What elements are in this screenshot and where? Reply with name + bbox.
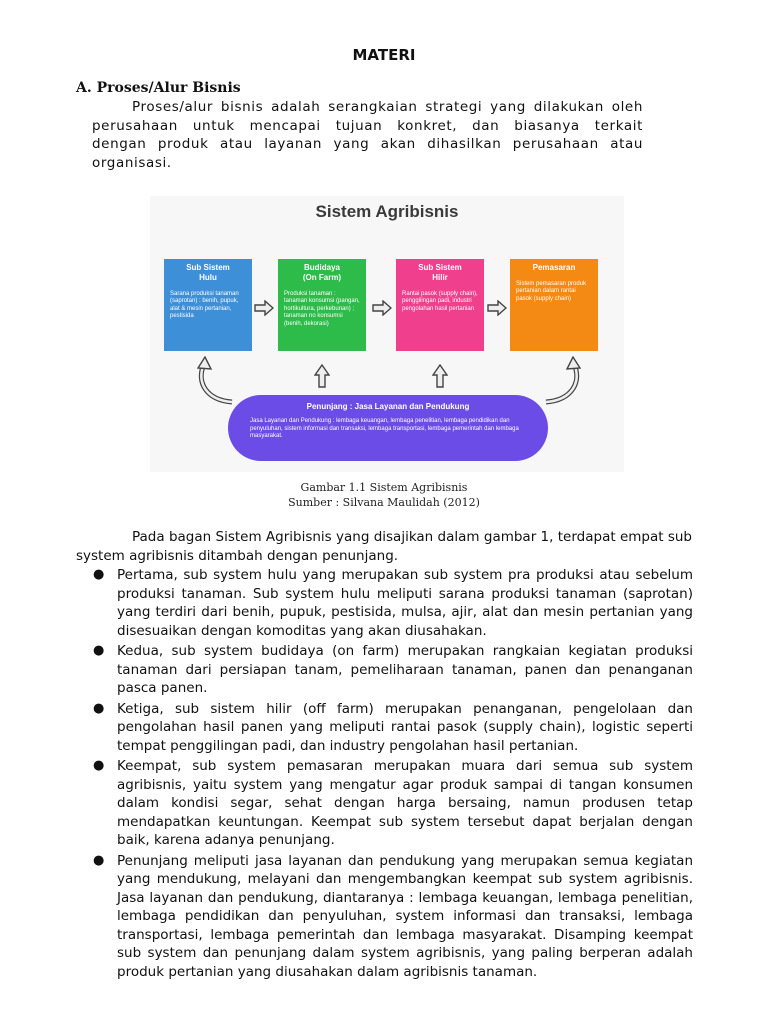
section-heading: A. Proses/Alur Bisnis [76,80,241,96]
box-title: Sub Sistem Hilir [418,263,462,282]
box-pemasaran [510,259,598,351]
box-title: Budidaya (On Farm) [302,263,342,282]
right-arrow-icon [487,300,507,316]
figure-title: Sistem Agribisnis [315,202,459,221]
bullet-list [93,566,693,983]
box-body: Sistem pemasaran produk pertanian dalam rantai pasok (supply chain) [516,281,587,302]
box-sub-sistem-hulu [164,259,252,351]
box-body: Produksi tanaman : tanaman konsumsi (pangan, hortikultura, perkebunan) ; tanaman no konsumsi (benih, dekorasi) [284,291,360,327]
list-item [93,642,693,698]
box-title: Sub Sistem Hulu [186,263,230,282]
document-title: MATERI [352,46,416,64]
box-body: Sarana produksi tanaman (saprotan) : benih, pupuk, alat & mesin pertanian, pestisida [170,291,239,320]
list-item-text: Keempat, sub system pemasaran merupakan muara dari semua sub system agribisnis, yaitu system yang mengatur agar produk sampai di tangan konsumen dalam kondisi segar, sehat dengan harga bersaing, namun produsen tetap mendapatkan keuntungan. Keempat sub system tersebut dapat berjalan dengan baik, karena adanya penunjang. [117,758,693,848]
list-item-text: Kedua, sub system budidaya (on farm) merupakan rangkaian kegiatan produksi tanaman dari persiapan tanam, pemeliharaan tanaman, panen dan penanganan pasca panen. [117,643,693,696]
up-arrow-icon [432,364,448,388]
agribusiness-figure [150,196,624,472]
list-item [93,852,693,982]
support-title: Penunjang : Jasa Layanan dan Pendukung [306,402,470,411]
list-item [93,566,693,640]
caption-line-1: Gambar 1.1 Sistem Agribisnis [300,481,468,494]
box-title: Pemasaran [532,263,576,272]
box-sub-sistem-hilir [396,259,484,351]
bullet-icon: ● [93,852,105,868]
list-item-text: Penunjang meliputi jasa layanan dan pendukung yang merupakan semua kegiatan yang mendukung, melayani dan mengembangkan keempat sub system agribisnis. Jasa layanan dan pendukung, diantaranya : lembaga keuangan, lembaga penelitian, lembaga pendidikan dan penyuluhan, system informasi dan transaksi, lembaga transportasi, lembaga pemerintah dan lembaga masyarakat. Disamping keempat sub system dan penunjang dalam system agribisnis, yang paling berperan adalah produk pertanian yang diusahakan dalam agribisnis tanaman. [117,852,693,980]
box-budidaya [278,259,366,351]
paragraph-2-text: Pada bagan Sistem Agribisnis yang disajikan dalam gambar 1, terdapat empat sub system agribisnis ditambah dengan penunjang. [76,529,692,564]
caption-line-2: Sumber : Silvana Maulidah (2012) [288,496,480,509]
bullet-icon: ● [93,700,105,716]
box-body: Rantai pasok (supply chain), penggilingan padi, industri pengolahan hasil pertanian [402,291,478,312]
right-arrow-icon [372,300,392,316]
right-arrow-icon [254,300,274,316]
curved-arrow-icon [542,356,588,408]
list-item [93,700,693,756]
intro-paragraph [92,98,643,172]
support-oval [228,395,548,461]
up-arrow-icon [314,364,330,388]
list-item-text: Ketiga, sub sistem hilir (off farm) merupakan penanganan, pengelolaan dan pengolahan hasil panen yang meliputi rantai pasok (supply chain), logistic seperti tempat penggilingan padi, dan industry pengolahan hasil pertanian. [117,700,693,754]
bullet-icon: ● [93,758,105,773]
figure-caption [0,480,768,510]
bullet-icon: ● [93,643,105,658]
curved-arrow-icon [190,356,236,408]
intro-text: Proses/alur bisnis adalah serangkaian strategi yang dilakukan oleh perusahaan untuk mencapai tujuan konkret, dan biasanya terkait dengan produk atau layanan yang akan dihasilkan perusahaan atau organisasi. [92,99,643,171]
support-body: Jasa Layanan dan Pendukung : lembaga keuangan, lembaga penelitian, lembaga pendidikan dan penyuluhan, sistem informasi dan transaksi, lembaga transportasi, lembaga pemerintah dan lembaga masyarakat. [250,418,519,440]
paragraph-2 [76,528,692,565]
list-item [93,757,693,850]
list-item-text: Pertama, sub system hulu yang merupakan sub system pra produksi atau sebelum produksi tanaman. Sub system hulu meliputi sarana produksi tanaman (saprotan) yang terdiri dari benih, pupuk, pestisida, mulsa, ajir, alat dan mesin pertanian yang disesuaikan dengan komoditas yang akan diusahakan. [117,567,693,639]
bullet-icon: ● [93,567,105,582]
